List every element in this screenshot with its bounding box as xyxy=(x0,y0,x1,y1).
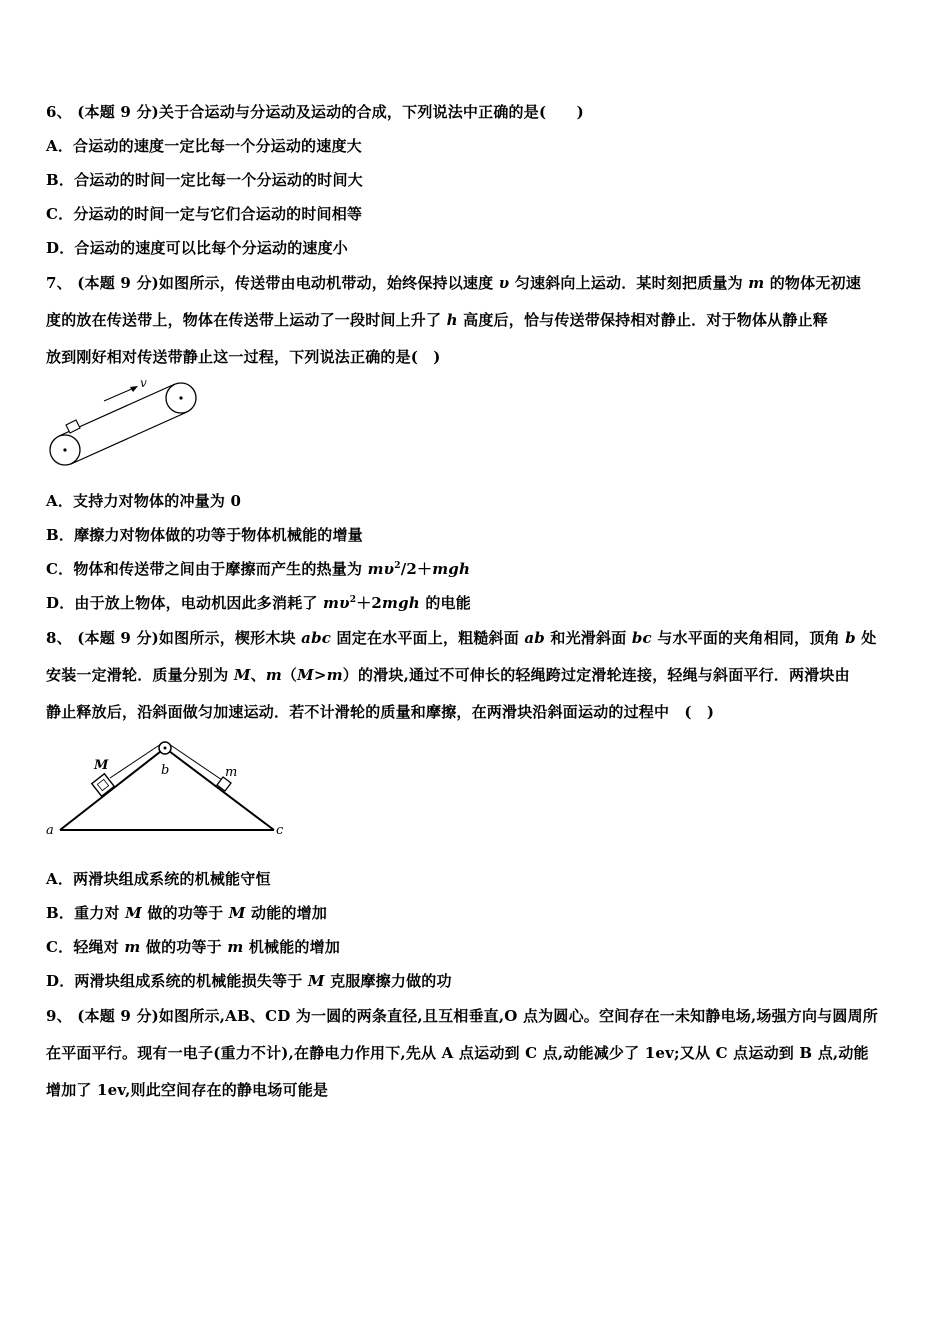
q7-option-b: B．摩擦力对物体做的功等于物体机械能的增量 xyxy=(46,526,363,544)
label-c: c xyxy=(276,823,284,838)
label-b: b xyxy=(161,763,170,778)
q7-stem-line3: 放到刚好相对传送带静止这一过程，下列说法正确的是( ) xyxy=(46,348,441,366)
q6-option-d: D．合运动的速度可以比每个分运动的速度小 xyxy=(46,239,349,257)
q7-option-a: A．支持力对物体的冲量为 0 xyxy=(46,492,242,510)
label-a: a xyxy=(46,823,54,838)
q6-option-c: C．分运动的时间一定与它们合运动的时间相等 xyxy=(46,205,363,223)
q8-option-a: A．两滑块组成系统的机械能守恒 xyxy=(46,870,271,888)
q9-stem-line3: 增加了 1ev,则此空间存在的静电场可能是 xyxy=(46,1081,329,1099)
q7-option-d: D．由于放上物体，电动机因此多消耗了 $m\upsilon^2+2mgh$ 的电能 xyxy=(46,594,471,612)
q8-stem-line3: 静止释放后，沿斜面做匀加速运动．若不计滑轮的质量和摩擦，在两滑块沿斜面运动的过程中 ( ) xyxy=(46,703,715,721)
q6-stem: 6、 (本题 9 分)关于合运动与分运动及运动的合成，下列说法中正确的是( ) xyxy=(46,103,584,121)
wedge-slopes xyxy=(60,748,274,830)
wedge-pulley-figure xyxy=(44,734,294,842)
label-m: m xyxy=(225,765,238,780)
block-on-belt xyxy=(66,420,80,433)
q8-option-b: B．重力对 M 做的功等于 M 动能的增加 xyxy=(46,904,328,922)
q7-stem-line1: 7、 (本题 9 分)如图所示，传送带由电动机带动，始终保持以速度 υ 匀速斜向上运动．某时刻把质量为 m 的物体无初速 xyxy=(46,274,861,292)
velocity-label: v xyxy=(140,376,147,390)
q8-stem-line2: 安装一定滑轮．质量分别为 M、m（M>m）的滑块,通过不可伸长的轻绳跨过定滑轮连接，轻绳与斜面平行．两滑块由 xyxy=(46,666,850,684)
q7-stem-line2: 度的放在传送带上，物体在传送带上运动了一段时间上升了 h 高度后，恰与传送带保持相对静止．对于物体从静止释 xyxy=(46,311,828,329)
q6-option-b: B．合运动的时间一定比每一个分运动的时间大 xyxy=(46,171,363,189)
velocity-arrow xyxy=(104,388,134,401)
belt-bottom xyxy=(71,412,187,464)
q8-stem-line1: 8、 (本题 9 分)如图所示，楔形木块 abc 固定在水平面上，粗糙斜面 ab 和光滑斜面 bc 与水平面的夹角相同，顶角 b 处 xyxy=(46,629,877,647)
q9-stem-line1: 9、 (本题 9 分)如图所示,AB、CD 为一圆的两条直径,且互相垂直,O 点为圆心。空间存在一未知静电场,场强方向与圆周所 xyxy=(46,1007,879,1025)
q6-option-a: A．合运动的速度一定比每一个分运动的速度大 xyxy=(46,137,362,155)
q8-option-d: D．两滑块组成系统的机械能损失等于 M 克服摩擦力做的功 xyxy=(46,972,452,990)
conveyor-belt-figure xyxy=(44,372,204,472)
q8-option-c: C．轻绳对 m 做的功等于 m 机械能的增加 xyxy=(46,938,341,956)
q7-option-c: C．物体和传送带之间由于摩擦而产生的热量为 $m\upsilon^2/2+mgh$ xyxy=(46,560,471,578)
label-M: M xyxy=(94,758,109,773)
q9-stem-line2: 在平面平行。现有一电子(重力不计),在静电力作用下,先从 A 点运动到 C 点,动能减少了 1ev;又从 C 点运动到 B 点,动能 xyxy=(46,1044,869,1062)
